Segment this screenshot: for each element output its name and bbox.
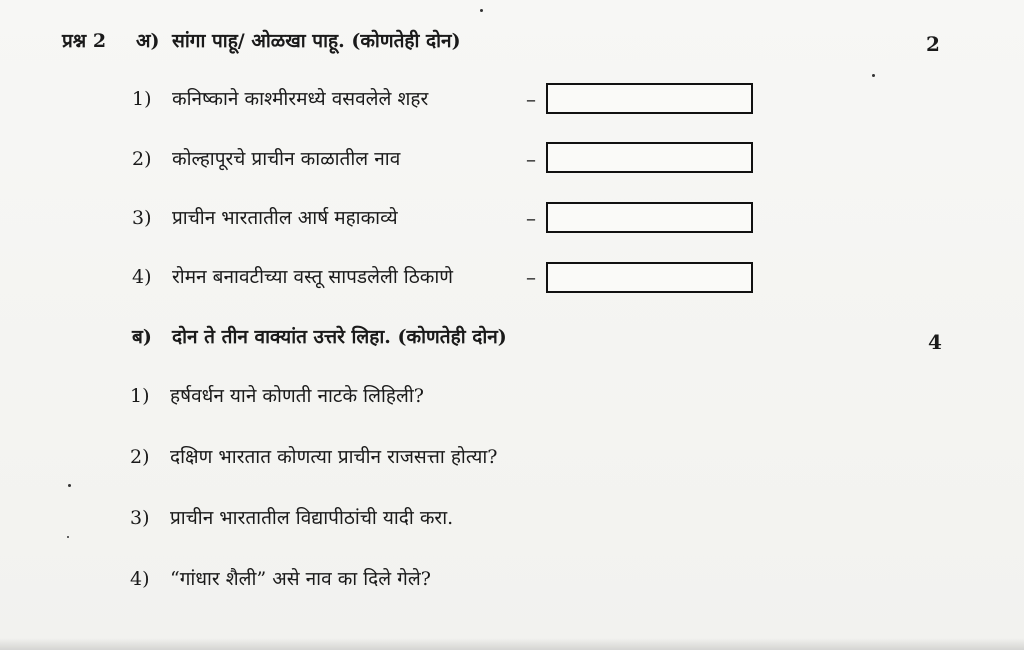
section-a-item-3-number: 3) (132, 207, 152, 229)
question-number: प्रश्न 2 (62, 30, 107, 52)
section-b-item-2-number: 2) (130, 446, 150, 468)
section-a-item-1-number: 1) (132, 88, 152, 110)
scan-speck (67, 536, 69, 538)
section-b-item-3-number: 3) (130, 507, 150, 529)
answer-box-1[interactable] (546, 83, 753, 114)
section-a-item-4-dash: – (526, 265, 536, 289)
section-a-item-2-dash: – (526, 147, 536, 171)
section-a-item-2-text: कोल्हापूरचे प्राचीन काळातील नाव (172, 148, 401, 170)
answer-box-4[interactable] (546, 262, 753, 293)
section-b-marks: 4 (928, 330, 942, 354)
scan-speck (480, 9, 483, 12)
section-a-label: अ) (136, 30, 160, 52)
section-b-item-4-text: “गांधार शैली” असे नाव का दिले गेले? (170, 568, 431, 590)
section-b-item-4-number: 4) (130, 568, 150, 590)
scan-speck (872, 74, 875, 77)
section-b-item-3-text: प्राचीन भारतातील विद्यापीठांची यादी करा. (170, 507, 454, 529)
section-a-item-4-number: 4) (132, 266, 152, 288)
section-a-item-1-dash: – (526, 87, 536, 111)
section-b-item-2-text: दक्षिण भारतात कोणत्या प्राचीन राजसत्ता होत्या? (170, 446, 498, 468)
section-b-item-1-number: 1) (130, 385, 150, 407)
section-a-item-4-text: रोमन बनावटीच्या वस्तू सापडलेली ठिकाणे (172, 266, 454, 288)
section-a-item-2-number: 2) (132, 148, 152, 170)
section-a-marks: 2 (926, 32, 940, 56)
section-a-heading: सांगा पाहू/ ओळखा पाहू. (कोणतेही दोन) (172, 30, 461, 52)
answer-box-2[interactable] (546, 142, 753, 173)
section-b-item-1-text: हर्षवर्धन याने कोणती नाटके लिहिली? (170, 385, 424, 407)
section-b-heading: दोन ते तीन वाक्यांत उत्तरे लिहा. (कोणतेही दोन) (172, 326, 507, 348)
section-b-label: ब) (132, 326, 152, 348)
answer-box-3[interactable] (546, 202, 753, 233)
section-a-item-1-text: कनिष्काने काश्मीरमध्ये वसवलेले शहर (172, 88, 429, 110)
section-a-item-3-text: प्राचीन भारतातील आर्ष महाकाव्ये (172, 207, 398, 229)
section-a-item-3-dash: – (526, 206, 536, 230)
page-edge-shadow (0, 638, 1024, 650)
scan-speck (68, 484, 71, 487)
